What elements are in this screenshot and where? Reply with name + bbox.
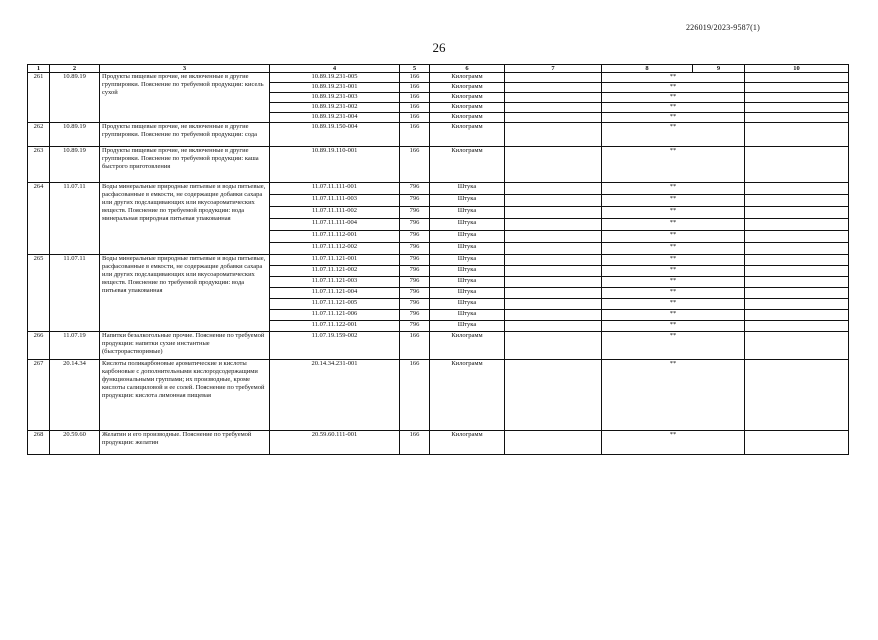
okei-code: 166 (400, 431, 430, 455)
col8-cell: ** (602, 93, 745, 103)
unit-name: Килограмм (430, 360, 505, 431)
page-number: 26 (432, 40, 446, 55)
col7-cell (505, 231, 602, 243)
ktru-code: 11.07.11.111-003 (270, 195, 400, 207)
unit-name: Штука (430, 321, 505, 332)
ktru-code: 11.07.11.112-002 (270, 243, 400, 255)
ktru-code: 10.89.19.110-001 (270, 147, 400, 183)
col7-cell (505, 195, 602, 207)
row-number: 266 (28, 332, 50, 360)
row-number: 268 (28, 431, 50, 455)
col7-cell (505, 183, 602, 195)
col7-cell (505, 288, 602, 299)
ktru-code: 20.14.34.231-001 (270, 360, 400, 431)
okei-code: 166 (400, 113, 430, 123)
ktru-code: 11.07.11.111-004 (270, 219, 400, 231)
col8-cell: ** (602, 255, 745, 266)
table-row (28, 73, 849, 83)
unit-name: Килограмм (430, 431, 505, 455)
col8-cell: ** (602, 288, 745, 299)
okei-code: 796 (400, 195, 430, 207)
unit-name: Штука (430, 288, 505, 299)
col8-cell: ** (602, 299, 745, 310)
column-header-10: 10 (745, 65, 849, 73)
col10-cell (745, 103, 849, 113)
product-description: Продукты пищевые прочие, не включенные в другие группировки. Пояснение по требуемой продукции: каша быстрого приготовления (100, 147, 270, 183)
unit-name: Штука (430, 195, 505, 207)
col8-cell: ** (602, 332, 745, 360)
unit-name: Килограмм (430, 83, 505, 93)
okpd-code: 11.07.19 (50, 332, 100, 360)
row-number: 263 (28, 147, 50, 183)
okei-code: 166 (400, 83, 430, 93)
product-description: Желатин и его производные. Пояснение по требуемой продукции: желатин (100, 431, 270, 455)
col8-cell: ** (602, 360, 745, 431)
okei-code: 796 (400, 266, 430, 277)
col7-cell (505, 73, 602, 83)
registry-table (27, 64, 849, 455)
col7-cell (505, 360, 602, 431)
col8-cell: ** (602, 321, 745, 332)
column-header-9: 9 (693, 65, 745, 73)
col8-cell: ** (602, 231, 745, 243)
column-header-2: 2 (50, 65, 100, 73)
col7-cell (505, 83, 602, 93)
table-row (28, 360, 849, 431)
col10-cell (745, 123, 849, 147)
col7-cell (505, 113, 602, 123)
col10-cell (745, 219, 849, 231)
unit-name: Штука (430, 231, 505, 243)
product-description: Продукты пищевые прочие, не включенные в другие группировки. Пояснение по требуемой продукции: кисель сухой (100, 73, 270, 123)
col7-cell (505, 93, 602, 103)
column-number-row (28, 65, 849, 73)
okei-code: 166 (400, 360, 430, 431)
col8-cell: ** (602, 243, 745, 255)
col8-cell: ** (602, 83, 745, 93)
col7-cell (505, 266, 602, 277)
table-row (28, 147, 849, 183)
col10-cell (745, 332, 849, 360)
col10-cell (745, 243, 849, 255)
col10-cell (745, 73, 849, 83)
col10-cell (745, 299, 849, 310)
row-number: 264 (28, 183, 50, 255)
table-row (28, 431, 849, 455)
column-header-8: 8 (602, 65, 693, 73)
col10-cell (745, 83, 849, 93)
col7-cell (505, 310, 602, 321)
ktru-code: 10.89.19.150-004 (270, 123, 400, 147)
unit-name: Штука (430, 266, 505, 277)
ktru-code: 10.89.19.231-005 (270, 73, 400, 83)
col7-cell (505, 321, 602, 332)
ktru-code: 11.07.11.122-001 (270, 321, 400, 332)
ktru-code: 11.07.11.121-002 (270, 266, 400, 277)
row-number: 262 (28, 123, 50, 147)
okei-code: 166 (400, 103, 430, 113)
ktru-code: 11.07.11.112-001 (270, 231, 400, 243)
col10-cell (745, 207, 849, 219)
okei-code: 796 (400, 243, 430, 255)
document-number: 226019/2023-9587(1) (685, 23, 760, 32)
col8-cell: ** (602, 310, 745, 321)
col10-cell (745, 277, 849, 288)
unit-name: Килограмм (430, 332, 505, 360)
unit-name: Килограмм (430, 147, 505, 183)
col10-cell (745, 431, 849, 455)
unit-name: Килограмм (430, 73, 505, 83)
column-header-7: 7 (505, 65, 602, 73)
okei-code: 796 (400, 321, 430, 332)
ktru-code: 11.07.19.159-002 (270, 332, 400, 360)
col10-cell (745, 266, 849, 277)
okpd-code: 10.89.19 (50, 147, 100, 183)
okei-code: 796 (400, 255, 430, 266)
col8-cell: ** (602, 207, 745, 219)
col10-cell (745, 147, 849, 183)
ktru-code: 20.59.60.111-001 (270, 431, 400, 455)
col8-cell: ** (602, 73, 745, 83)
col10-cell (745, 360, 849, 431)
okei-code: 796 (400, 310, 430, 321)
unit-name: Штука (430, 183, 505, 195)
ktru-code: 10.89.19.231-003 (270, 93, 400, 103)
col8-cell: ** (602, 147, 745, 183)
unit-name: Штука (430, 255, 505, 266)
col8-cell: ** (602, 183, 745, 195)
col7-cell (505, 103, 602, 113)
col7-cell (505, 277, 602, 288)
unit-name: Штука (430, 310, 505, 321)
column-header-1: 1 (28, 65, 50, 73)
unit-name: Штука (430, 207, 505, 219)
unit-name: Штука (430, 243, 505, 255)
col8-cell: ** (602, 103, 745, 113)
okei-code: 796 (400, 183, 430, 195)
col7-cell (505, 207, 602, 219)
col10-cell (745, 93, 849, 103)
col8-cell: ** (602, 113, 745, 123)
col10-cell (745, 195, 849, 207)
col7-cell (505, 147, 602, 183)
ktru-code: 10.89.19.231-002 (270, 103, 400, 113)
col8-cell: ** (602, 431, 745, 455)
product-description: Воды минеральные природные питьевые и воды питьевые, расфасованные в емкости, не содержащие добавки сахара или других подслащивающих или вкусоароматических веществ. Пояснение по требуемой продукции: вода питьевая упакованная (100, 255, 270, 332)
okei-code: 796 (400, 207, 430, 219)
col8-cell: ** (602, 123, 745, 147)
col8-cell: ** (602, 195, 745, 207)
okei-code: 796 (400, 299, 430, 310)
col8-cell: ** (602, 277, 745, 288)
product-description: Продукты пищевые прочие, не включенные в другие группировки. Пояснение по требуемой продукции: сода (100, 123, 270, 147)
unit-name: Килограмм (430, 93, 505, 103)
okei-code: 796 (400, 231, 430, 243)
product-description: Воды минеральные природные питьевые и воды питьевые, расфасованные в емкости, не содержащие добавки сахара или других подслащивающих или вкусоароматических веществ. Пояснение по требуемой продукции: вода минеральная природная питьевая упакованная (100, 183, 270, 255)
unit-name: Штука (430, 219, 505, 231)
unit-name: Штука (430, 299, 505, 310)
okei-code: 166 (400, 93, 430, 103)
col7-cell (505, 255, 602, 266)
col7-cell (505, 431, 602, 455)
col7-cell (505, 219, 602, 231)
column-header-6: 6 (430, 65, 505, 73)
col8-cell: ** (602, 266, 745, 277)
okpd-code: 20.14.34 (50, 360, 100, 431)
ktru-code: 11.07.11.121-001 (270, 255, 400, 266)
table-row (28, 123, 849, 147)
ktru-code: 11.07.11.121-004 (270, 288, 400, 299)
table-body (28, 73, 849, 455)
unit-name: Штука (430, 277, 505, 288)
ktru-code: 11.07.11.111-001 (270, 183, 400, 195)
table-row (28, 255, 849, 266)
col7-cell (505, 243, 602, 255)
okpd-code: 20.59.60 (50, 431, 100, 455)
column-header-5: 5 (400, 65, 430, 73)
ktru-code: 10.89.19.231-001 (270, 83, 400, 93)
ktru-code: 11.07.11.121-005 (270, 299, 400, 310)
row-number: 265 (28, 255, 50, 332)
col10-cell (745, 255, 849, 266)
table-row (28, 183, 849, 195)
col10-cell (745, 113, 849, 123)
row-number: 267 (28, 360, 50, 431)
table-row (28, 332, 849, 360)
col7-cell (505, 332, 602, 360)
col10-cell (745, 288, 849, 299)
col7-cell (505, 123, 602, 147)
col10-cell (745, 310, 849, 321)
okei-code: 796 (400, 288, 430, 299)
col10-cell (745, 231, 849, 243)
column-header-4: 4 (270, 65, 400, 73)
column-header-3: 3 (100, 65, 270, 73)
unit-name: Килограмм (430, 103, 505, 113)
okei-code: 166 (400, 123, 430, 147)
okpd-code: 11.07.11 (50, 255, 100, 332)
unit-name: Килограмм (430, 113, 505, 123)
okpd-code: 11.07.11 (50, 183, 100, 255)
col8-cell: ** (602, 219, 745, 231)
okei-code: 166 (400, 332, 430, 360)
okpd-code: 10.89.19 (50, 123, 100, 147)
product-description: Напитки безалкогольные прочие. Пояснение по требуемой продукции: напитки сухие инстантные (быстрорастворимые) (100, 332, 270, 360)
col7-cell (505, 299, 602, 310)
product-description: Кислоты поликарбоновые ароматические и кислоты карбоновые с дополнительными кислородсодержащими функциональными группами; их производные, кроме кислоты салициловой и ее солей. Пояснение по требуемой продукции: кислота лимонная пищевая (100, 360, 270, 431)
ktru-code: 11.07.11.121-003 (270, 277, 400, 288)
okei-code: 796 (400, 277, 430, 288)
okei-code: 166 (400, 147, 430, 183)
unit-name: Килограмм (430, 123, 505, 147)
ktru-code: 11.07.11.121-006 (270, 310, 400, 321)
okei-code: 166 (400, 73, 430, 83)
ktru-code: 10.89.19.231-004 (270, 113, 400, 123)
okei-code: 796 (400, 219, 430, 231)
ktru-code: 11.07.11.111-002 (270, 207, 400, 219)
col10-cell (745, 183, 849, 195)
col10-cell (745, 321, 849, 332)
row-number: 261 (28, 73, 50, 123)
okpd-code: 10.89.19 (50, 73, 100, 123)
